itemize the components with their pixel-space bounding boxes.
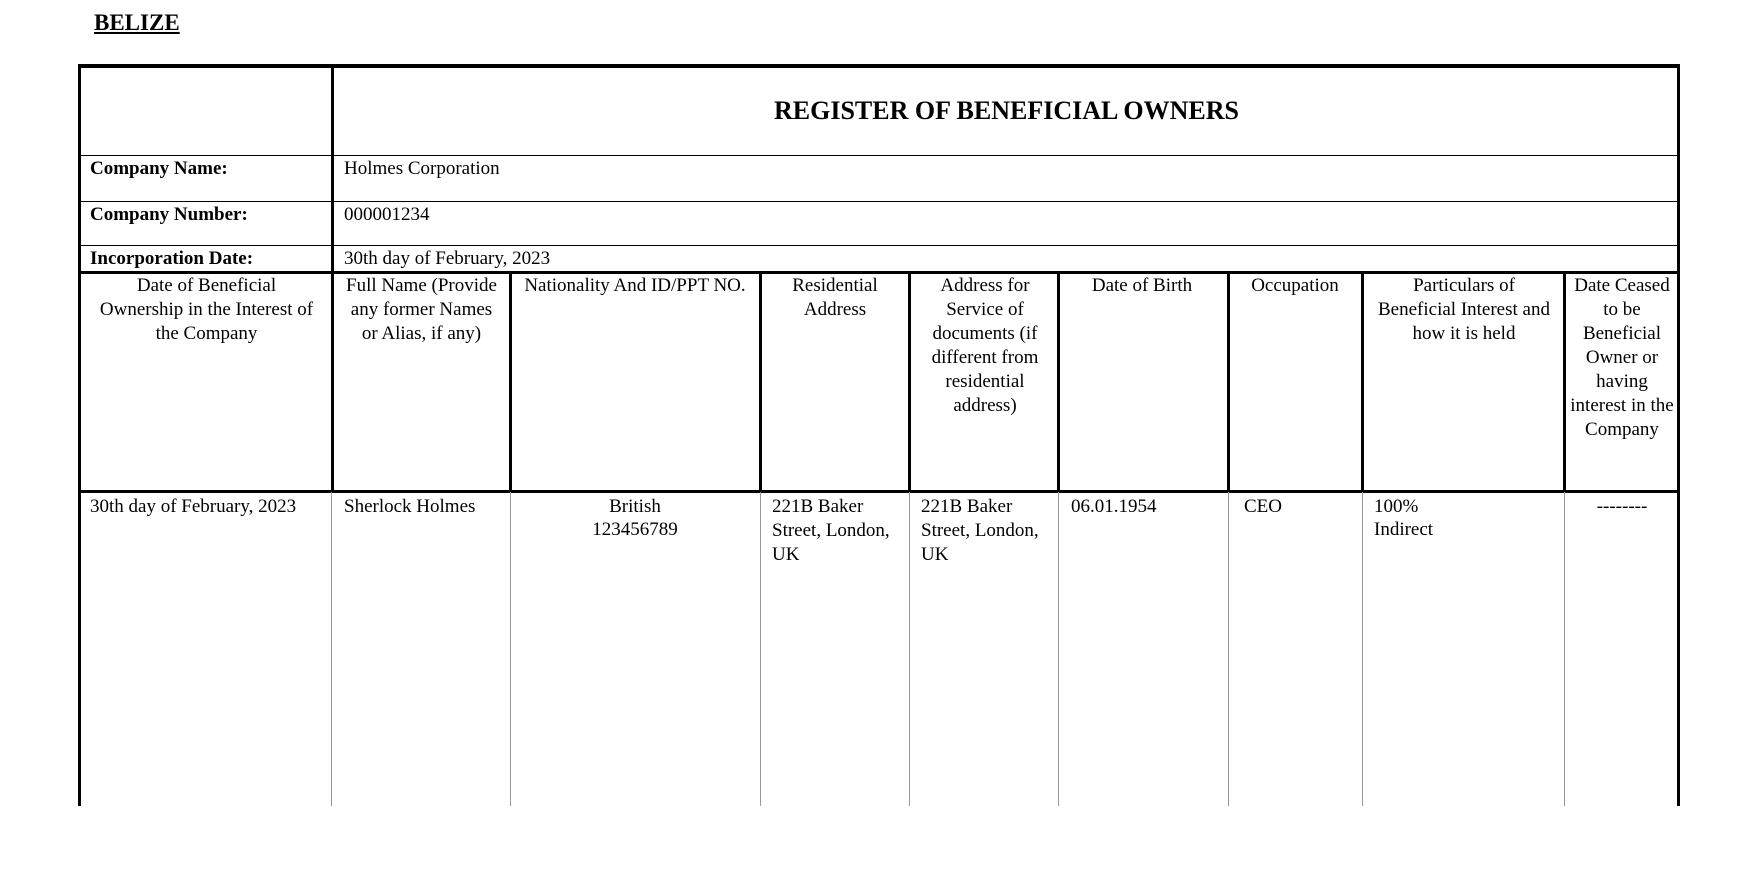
column-header: Date of Beneficial Ownership in the Interest of the Company <box>99 275 314 344</box>
column-header: Nationality And ID/PPT NO. <box>524 275 746 296</box>
divider <box>1362 492 1363 806</box>
column-header: Full Name (Provide any former Names or Alias, if any) <box>346 275 497 344</box>
row-date: 30th day of February, 2023 <box>90 496 297 517</box>
divider <box>78 201 1680 202</box>
column-header: Particulars of Beneficial Interest and how it is held <box>1378 275 1550 344</box>
register-table <box>78 64 1680 806</box>
row-id-number: 123456789 <box>592 519 678 540</box>
row-nationality: British <box>609 496 661 517</box>
incorporation-date-label: Incorporation Date: <box>90 248 254 269</box>
divider <box>1058 492 1059 806</box>
column-header: Residential Address <box>792 275 878 320</box>
column-header: Date Ceased to be Beneficial Owner or having interest in the Company <box>1570 275 1674 440</box>
company-name-label: Company Name: <box>90 158 228 179</box>
company-number-value: 000001234 <box>344 204 430 225</box>
divider <box>331 492 332 806</box>
column-header: Occupation <box>1251 275 1339 296</box>
row-full-name: Sherlock Holmes <box>344 496 476 517</box>
divider <box>78 155 1680 156</box>
row-service-address: 221B Baker Street, London, UK <box>921 496 1039 565</box>
divider <box>908 272 911 492</box>
column-header: Address for Service of documents (if different from residential address) <box>931 275 1039 416</box>
divider <box>1361 272 1364 492</box>
row-residential-address: 221B Baker Street, London, UK <box>772 496 890 565</box>
divider <box>78 245 1680 246</box>
divider <box>1057 272 1060 492</box>
divider <box>331 272 334 492</box>
divider <box>1563 272 1566 492</box>
divider <box>510 492 511 806</box>
country-heading: BELIZE <box>94 10 180 35</box>
divider <box>78 490 1680 493</box>
row-interest-type: Indirect <box>1374 519 1434 540</box>
divider <box>759 272 762 492</box>
divider <box>1564 492 1565 806</box>
divider <box>1228 492 1229 806</box>
incorporation-date-value: 30th day of February, 2023 <box>344 248 551 269</box>
row-interest-percent: 100% <box>1374 496 1419 517</box>
company-name-value: Holmes Corporation <box>344 158 500 179</box>
divider <box>760 492 761 806</box>
register-title: REGISTER OF BENEFICIAL OWNERS <box>774 96 1239 125</box>
divider <box>909 492 910 806</box>
company-number-label: Company Number: <box>90 204 248 225</box>
row-occupation: CEO <box>1244 496 1282 517</box>
column-header: Date of Birth <box>1091 275 1193 296</box>
divider <box>1227 272 1230 492</box>
row-date-of-birth: 06.01.1954 <box>1071 496 1157 517</box>
divider <box>509 272 512 492</box>
row-date-ceased: -------- <box>1596 496 1648 517</box>
